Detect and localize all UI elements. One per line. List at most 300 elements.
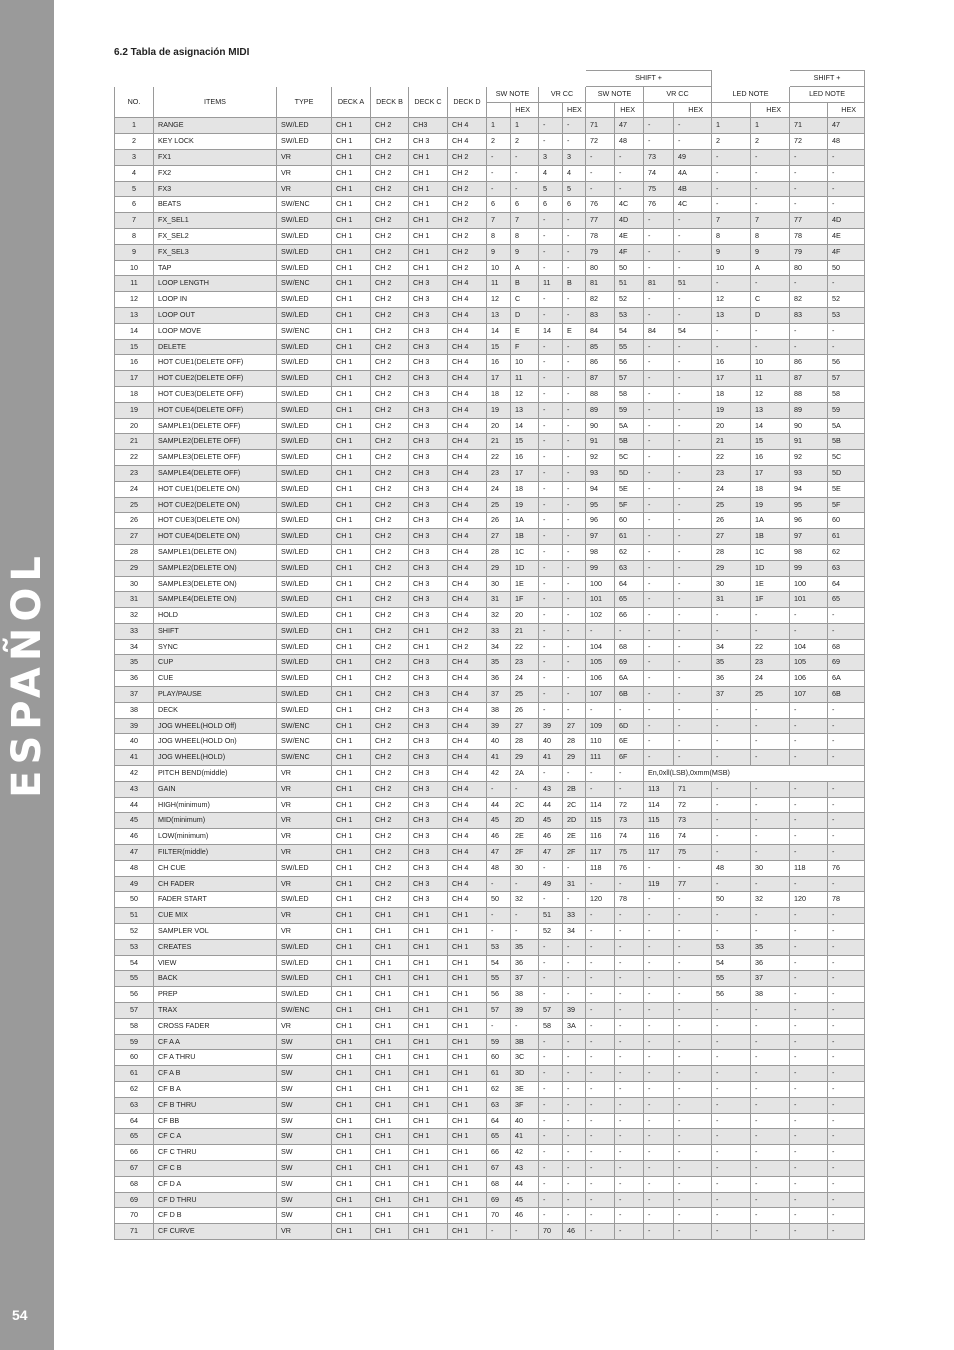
table-cell: 24 [751, 671, 790, 687]
table-cell: 27 [487, 529, 511, 545]
table-cell: - [539, 228, 563, 244]
table-cell: 27 [115, 529, 154, 545]
table-cell: CH 4 [448, 118, 487, 134]
table-cell: SW/LED [277, 418, 332, 434]
table-cell: CH 2 [371, 371, 409, 387]
table-cell: - [644, 497, 674, 513]
table-cell: 30 [751, 860, 790, 876]
table-cell: 46 [563, 1224, 586, 1240]
table-cell: CH 2 [371, 465, 409, 481]
table-cell: 2A [511, 766, 539, 782]
table-cell: - [751, 323, 790, 339]
table-cell: - [563, 386, 586, 402]
table-cell: CH 3 [409, 576, 448, 592]
table-cell: 15 [511, 434, 539, 450]
table-cell: CH 1 [409, 1224, 448, 1240]
table-cell: - [644, 1003, 674, 1019]
table-cell: 27 [712, 529, 751, 545]
table-cell: - [751, 813, 790, 829]
table-cell: CH 4 [448, 750, 487, 766]
table-cell: 78 [615, 892, 644, 908]
table-cell: SW [277, 1176, 332, 1192]
table-cell: CH 2 [371, 829, 409, 845]
table-cell: 81 [586, 276, 615, 292]
table-cell: - [674, 1050, 712, 1066]
table-cell: CH 4 [448, 876, 487, 892]
table-cell: - [644, 481, 674, 497]
table-cell: - [674, 860, 712, 876]
table-cell: 18 [511, 481, 539, 497]
header-blank [539, 102, 563, 118]
table-cell: - [539, 292, 563, 308]
table-cell: CUE [154, 671, 277, 687]
table-cell: 25 [115, 497, 154, 513]
table-cell: CH 1 [409, 1192, 448, 1208]
table-cell: CH 1 [409, 1003, 448, 1019]
table-cell: 23 [511, 655, 539, 671]
table-cell: CH 3 [409, 323, 448, 339]
table-cell: - [674, 1034, 712, 1050]
header-type: TYPE [277, 86, 332, 118]
table-cell: CH 1 [332, 481, 371, 497]
table-cell: SW/LED [277, 987, 332, 1003]
table-cell: - [828, 987, 865, 1003]
table-cell: CH 1 [371, 939, 409, 955]
table-cell: CH 1 [332, 1145, 371, 1161]
table-cell: - [539, 623, 563, 639]
table-cell: - [563, 418, 586, 434]
table-cell: HOT CUE4(DELETE ON) [154, 529, 277, 545]
table-cell: CH 1 [332, 813, 371, 829]
table-cell: CH 1 [332, 371, 371, 387]
table-cell: CH 1 [371, 1145, 409, 1161]
table-cell: 3 [539, 149, 563, 165]
table-cell: - [563, 576, 586, 592]
table-cell: - [674, 623, 712, 639]
table-cell: 4F [615, 244, 644, 260]
table-cell: CH 4 [448, 702, 487, 718]
table-cell: CH 1 [332, 734, 371, 750]
table-cell: - [674, 671, 712, 687]
table-cell: - [563, 513, 586, 529]
table-cell: 37 [751, 971, 790, 987]
table-cell: VR [277, 1224, 332, 1240]
table-cell: 45 [539, 813, 563, 829]
table-cell: SW/LED [277, 213, 332, 229]
table-cell: 98 [586, 544, 615, 560]
table-cell: CH 4 [448, 592, 487, 608]
table-cell: - [674, 371, 712, 387]
table-cell: CH 4 [448, 687, 487, 703]
table-cell: - [674, 750, 712, 766]
table-cell: SW/LED [277, 307, 332, 323]
table-cell: 97 [790, 529, 828, 545]
table-cell: 79 [790, 244, 828, 260]
table-cell: 2 [712, 134, 751, 150]
table-cell: 79 [586, 244, 615, 260]
table-cell: - [674, 260, 712, 276]
table-row [115, 1160, 865, 1176]
table-cell: - [674, 228, 712, 244]
table-cell: 97 [586, 529, 615, 545]
table-cell: 1C [511, 544, 539, 560]
table-cell: CH 1 [332, 465, 371, 481]
table-cell: 14 [751, 418, 790, 434]
table-row [115, 386, 865, 402]
table-cell: CH 1 [448, 908, 487, 924]
table-cell: 61 [115, 1066, 154, 1082]
table-cell: 2D [511, 813, 539, 829]
table-cell: SW/LED [277, 434, 332, 450]
table-cell: CUE MIX [154, 908, 277, 924]
table-cell: 20 [115, 418, 154, 434]
table-cell: 1D [511, 560, 539, 576]
table-cell: 1F [751, 592, 790, 608]
table-cell: - [563, 687, 586, 703]
table-cell: 45 [487, 813, 511, 829]
table-cell: CH 2 [371, 339, 409, 355]
table-cell: CH 1 [448, 1050, 487, 1066]
table-cell: 24 [712, 481, 751, 497]
table-cell: CH 1 [332, 671, 371, 687]
table-cell: 23 [712, 465, 751, 481]
table-cell: 113 [644, 781, 674, 797]
table-cell: 107 [790, 687, 828, 703]
table-cell: CH 1 [332, 908, 371, 924]
table-cell: - [712, 1192, 751, 1208]
table-cell: 16 [115, 355, 154, 371]
table-cell: - [539, 339, 563, 355]
table-cell: SW/LED [277, 529, 332, 545]
table-cell: CH 1 [448, 1034, 487, 1050]
table-cell: - [674, 292, 712, 308]
table-cell: 64 [615, 576, 644, 592]
table-cell: 47 [539, 845, 563, 861]
table-cell: - [563, 1160, 586, 1176]
table-cell: CH 3 [409, 402, 448, 418]
table-cell: 44 [539, 797, 563, 813]
table-cell: 2 [511, 134, 539, 150]
table-cell: SW/LED [277, 134, 332, 150]
table-row [115, 1097, 865, 1113]
table-cell: 73 [674, 813, 712, 829]
table-cell: SW/LED [277, 497, 332, 513]
table-cell: JOG WHEEL(HOLD Off) [154, 718, 277, 734]
table-cell: - [644, 418, 674, 434]
table-cell: 57 [615, 371, 644, 387]
table-row [115, 908, 865, 924]
table-cell: 43 [115, 781, 154, 797]
table-cell: 42 [115, 766, 154, 782]
table-cell: - [586, 1034, 615, 1050]
table-cell: - [563, 892, 586, 908]
table-row [115, 813, 865, 829]
table-cell: - [539, 766, 563, 782]
table-cell: - [751, 829, 790, 845]
table-cell: - [539, 592, 563, 608]
table-cell: 117 [586, 845, 615, 861]
table-cell: - [615, 1050, 644, 1066]
table-cell: CH 3 [409, 892, 448, 908]
table-cell: 13 [487, 307, 511, 323]
table-cell: 13 [115, 307, 154, 323]
table-cell: SW/LED [277, 639, 332, 655]
table-cell: 80 [586, 260, 615, 276]
table-cell: - [644, 750, 674, 766]
table-cell: 5A [828, 418, 865, 434]
table-cell: - [487, 781, 511, 797]
table-cell: - [539, 497, 563, 513]
table-cell: - [790, 1176, 828, 1192]
table-cell: CH 1 [332, 971, 371, 987]
table-cell: - [586, 1224, 615, 1240]
table-cell: CH 1 [332, 165, 371, 181]
table-cell: - [828, 1160, 865, 1176]
table-cell: CH 1 [332, 655, 371, 671]
header-hex: HEX [563, 102, 586, 118]
table-cell: 56 [828, 355, 865, 371]
table-cell: 93 [586, 465, 615, 481]
table-cell: 1 [487, 118, 511, 134]
table-cell: CH 2 [371, 181, 409, 197]
table-cell: - [563, 766, 586, 782]
table-cell: 37 [511, 971, 539, 987]
table-cell: - [644, 576, 674, 592]
table-cell: 2 [115, 134, 154, 150]
table-cell: 83 [586, 307, 615, 323]
table-row [115, 860, 865, 876]
table-cell: - [586, 1160, 615, 1176]
table-cell: - [615, 1034, 644, 1050]
header-row-shift [115, 71, 865, 87]
table-cell: - [539, 1050, 563, 1066]
table-cell: - [790, 845, 828, 861]
table-cell: - [828, 1097, 865, 1113]
table-cell: - [644, 450, 674, 466]
table-cell: CH 4 [448, 513, 487, 529]
table-cell: 5B [828, 434, 865, 450]
table-cell: - [487, 924, 511, 940]
table-cell: 28 [563, 734, 586, 750]
table-cell: CH 4 [448, 845, 487, 861]
table-cell: CH 4 [448, 892, 487, 908]
table-cell: 87 [790, 371, 828, 387]
table-cell: 21 [511, 623, 539, 639]
table-cell: 17 [115, 371, 154, 387]
table-cell: 22 [751, 639, 790, 655]
table-cell: 8 [511, 228, 539, 244]
table-cell: CH 2 [371, 386, 409, 402]
table-cell: SW [277, 1113, 332, 1129]
table-cell: 76 [828, 860, 865, 876]
header-row-main [115, 86, 865, 102]
table-cell: - [712, 623, 751, 639]
table-cell: 78 [586, 228, 615, 244]
table-cell: SW [277, 1034, 332, 1050]
table-cell: CH 2 [371, 781, 409, 797]
table-cell: - [828, 939, 865, 955]
table-cell: - [751, 1160, 790, 1176]
table-cell: - [751, 339, 790, 355]
header-blank [115, 71, 586, 87]
table-cell: 8 [712, 228, 751, 244]
table-cell: - [751, 1145, 790, 1161]
table-cell: - [539, 1176, 563, 1192]
table-cell: - [712, 1034, 751, 1050]
table-cell: 10 [511, 355, 539, 371]
table-cell: - [563, 671, 586, 687]
table-cell: 13 [511, 402, 539, 418]
table-cell: CH 3 [409, 529, 448, 545]
table-cell: CH 4 [448, 418, 487, 434]
table-cell: CH 1 [332, 1129, 371, 1145]
table-cell: - [644, 1145, 674, 1161]
table-cell: 69 [615, 655, 644, 671]
table-cell: 111 [586, 750, 615, 766]
table-cell: 51 [115, 908, 154, 924]
table-row [115, 1192, 865, 1208]
table-cell: - [539, 971, 563, 987]
table-row [115, 702, 865, 718]
table-cell: 6 [115, 197, 154, 213]
table-cell: 72 [674, 797, 712, 813]
table-cell: 35 [487, 655, 511, 671]
table-cell: - [586, 1145, 615, 1161]
table-cell: CH 3 [409, 734, 448, 750]
table-cell: 11 [511, 371, 539, 387]
table-cell: 11 [487, 276, 511, 292]
table-cell: 11 [115, 276, 154, 292]
table-cell: - [539, 1145, 563, 1161]
table-cell: 31 [487, 592, 511, 608]
table-cell: - [790, 702, 828, 718]
table-cell: 32 [487, 608, 511, 624]
table-cell: PITCH BEND(middle) [154, 766, 277, 782]
table-cell: - [828, 876, 865, 892]
table-cell: 18 [751, 481, 790, 497]
table-cell: 90 [790, 418, 828, 434]
table-cell: CH 2 [371, 450, 409, 466]
table-cell: 2C [563, 797, 586, 813]
table-cell: 55 [487, 971, 511, 987]
table-cell: 104 [586, 639, 615, 655]
table-cell: - [828, 702, 865, 718]
table-cell: CH 1 [332, 276, 371, 292]
table-cell: D [751, 307, 790, 323]
table-cell: CF B A [154, 1082, 277, 1098]
table-cell: CH 3 [409, 655, 448, 671]
table-row [115, 671, 865, 687]
table-cell: 91 [790, 434, 828, 450]
table-cell: 11 [539, 276, 563, 292]
table-cell: 30 [511, 860, 539, 876]
table-cell: - [790, 1160, 828, 1176]
table-cell: 5E [615, 481, 644, 497]
table-cell: - [712, 908, 751, 924]
table-cell: - [790, 276, 828, 292]
table-cell: - [563, 465, 586, 481]
table-cell: VR [277, 149, 332, 165]
table-row [115, 213, 865, 229]
table-cell: 98 [790, 544, 828, 560]
table-cell: - [586, 924, 615, 940]
table-cell: 6A [828, 671, 865, 687]
table-cell: CH 1 [448, 1129, 487, 1145]
table-cell: CH 1 [332, 1113, 371, 1129]
table-cell: SW [277, 1145, 332, 1161]
table-cell: 65 [615, 592, 644, 608]
table-cell: 39 [539, 718, 563, 734]
table-row [115, 1050, 865, 1066]
table-row [115, 244, 865, 260]
table-cell: 2C [511, 797, 539, 813]
table-cell: CH 1 [448, 1082, 487, 1098]
table-cell: CH 1 [409, 1145, 448, 1161]
table-cell: - [674, 702, 712, 718]
table-cell: - [586, 1003, 615, 1019]
table-cell: CH 1 [409, 1208, 448, 1224]
table-cell: CH 4 [448, 813, 487, 829]
table-cell: - [674, 908, 712, 924]
table-cell: 1 [115, 118, 154, 134]
table-cell: - [790, 781, 828, 797]
table-cell: 38 [115, 702, 154, 718]
table-cell: - [751, 750, 790, 766]
table-cell: 30 [115, 576, 154, 592]
table-cell: 118 [790, 860, 828, 876]
table-cell: 96 [586, 513, 615, 529]
table-cell: HOT CUE2(DELETE ON) [154, 497, 277, 513]
table-cell: 5C [828, 450, 865, 466]
table-cell: 16 [487, 355, 511, 371]
table-cell: CH 3 [409, 560, 448, 576]
table-cell: 36 [115, 671, 154, 687]
table-row [115, 118, 865, 134]
table-cell: CH 1 [409, 1113, 448, 1129]
table-cell: - [563, 1192, 586, 1208]
table-cell: RANGE [154, 118, 277, 134]
table-cell: - [563, 371, 586, 387]
table-row [115, 845, 865, 861]
table-cell: 77 [674, 876, 712, 892]
table-cell: - [674, 402, 712, 418]
table-cell: CH 2 [371, 766, 409, 782]
table-cell: 92 [790, 450, 828, 466]
table-cell: CH 3 [409, 860, 448, 876]
table-cell: CH3 [409, 118, 448, 134]
table-cell: 70 [539, 1224, 563, 1240]
table-cell: HOT CUE4(DELETE OFF) [154, 402, 277, 418]
table-cell: 58 [615, 386, 644, 402]
table-cell: CH 1 [332, 1097, 371, 1113]
table-cell: - [586, 1097, 615, 1113]
table-cell: CH 2 [448, 244, 487, 260]
table-cell: - [828, 1113, 865, 1129]
table-cell: 47 [487, 845, 511, 861]
table-cell: 68 [615, 639, 644, 655]
table-cell: 1D [751, 560, 790, 576]
table-cell: - [790, 829, 828, 845]
table-cell: CH 4 [448, 718, 487, 734]
table-cell: - [539, 434, 563, 450]
table-cell: 34 [563, 924, 586, 940]
table-cell: - [751, 1176, 790, 1192]
table-cell: SAMPLE1(DELETE OFF) [154, 418, 277, 434]
table-cell: - [712, 1097, 751, 1113]
table-cell: 27 [511, 718, 539, 734]
table-cell: - [539, 702, 563, 718]
table-cell: 22 [712, 450, 751, 466]
